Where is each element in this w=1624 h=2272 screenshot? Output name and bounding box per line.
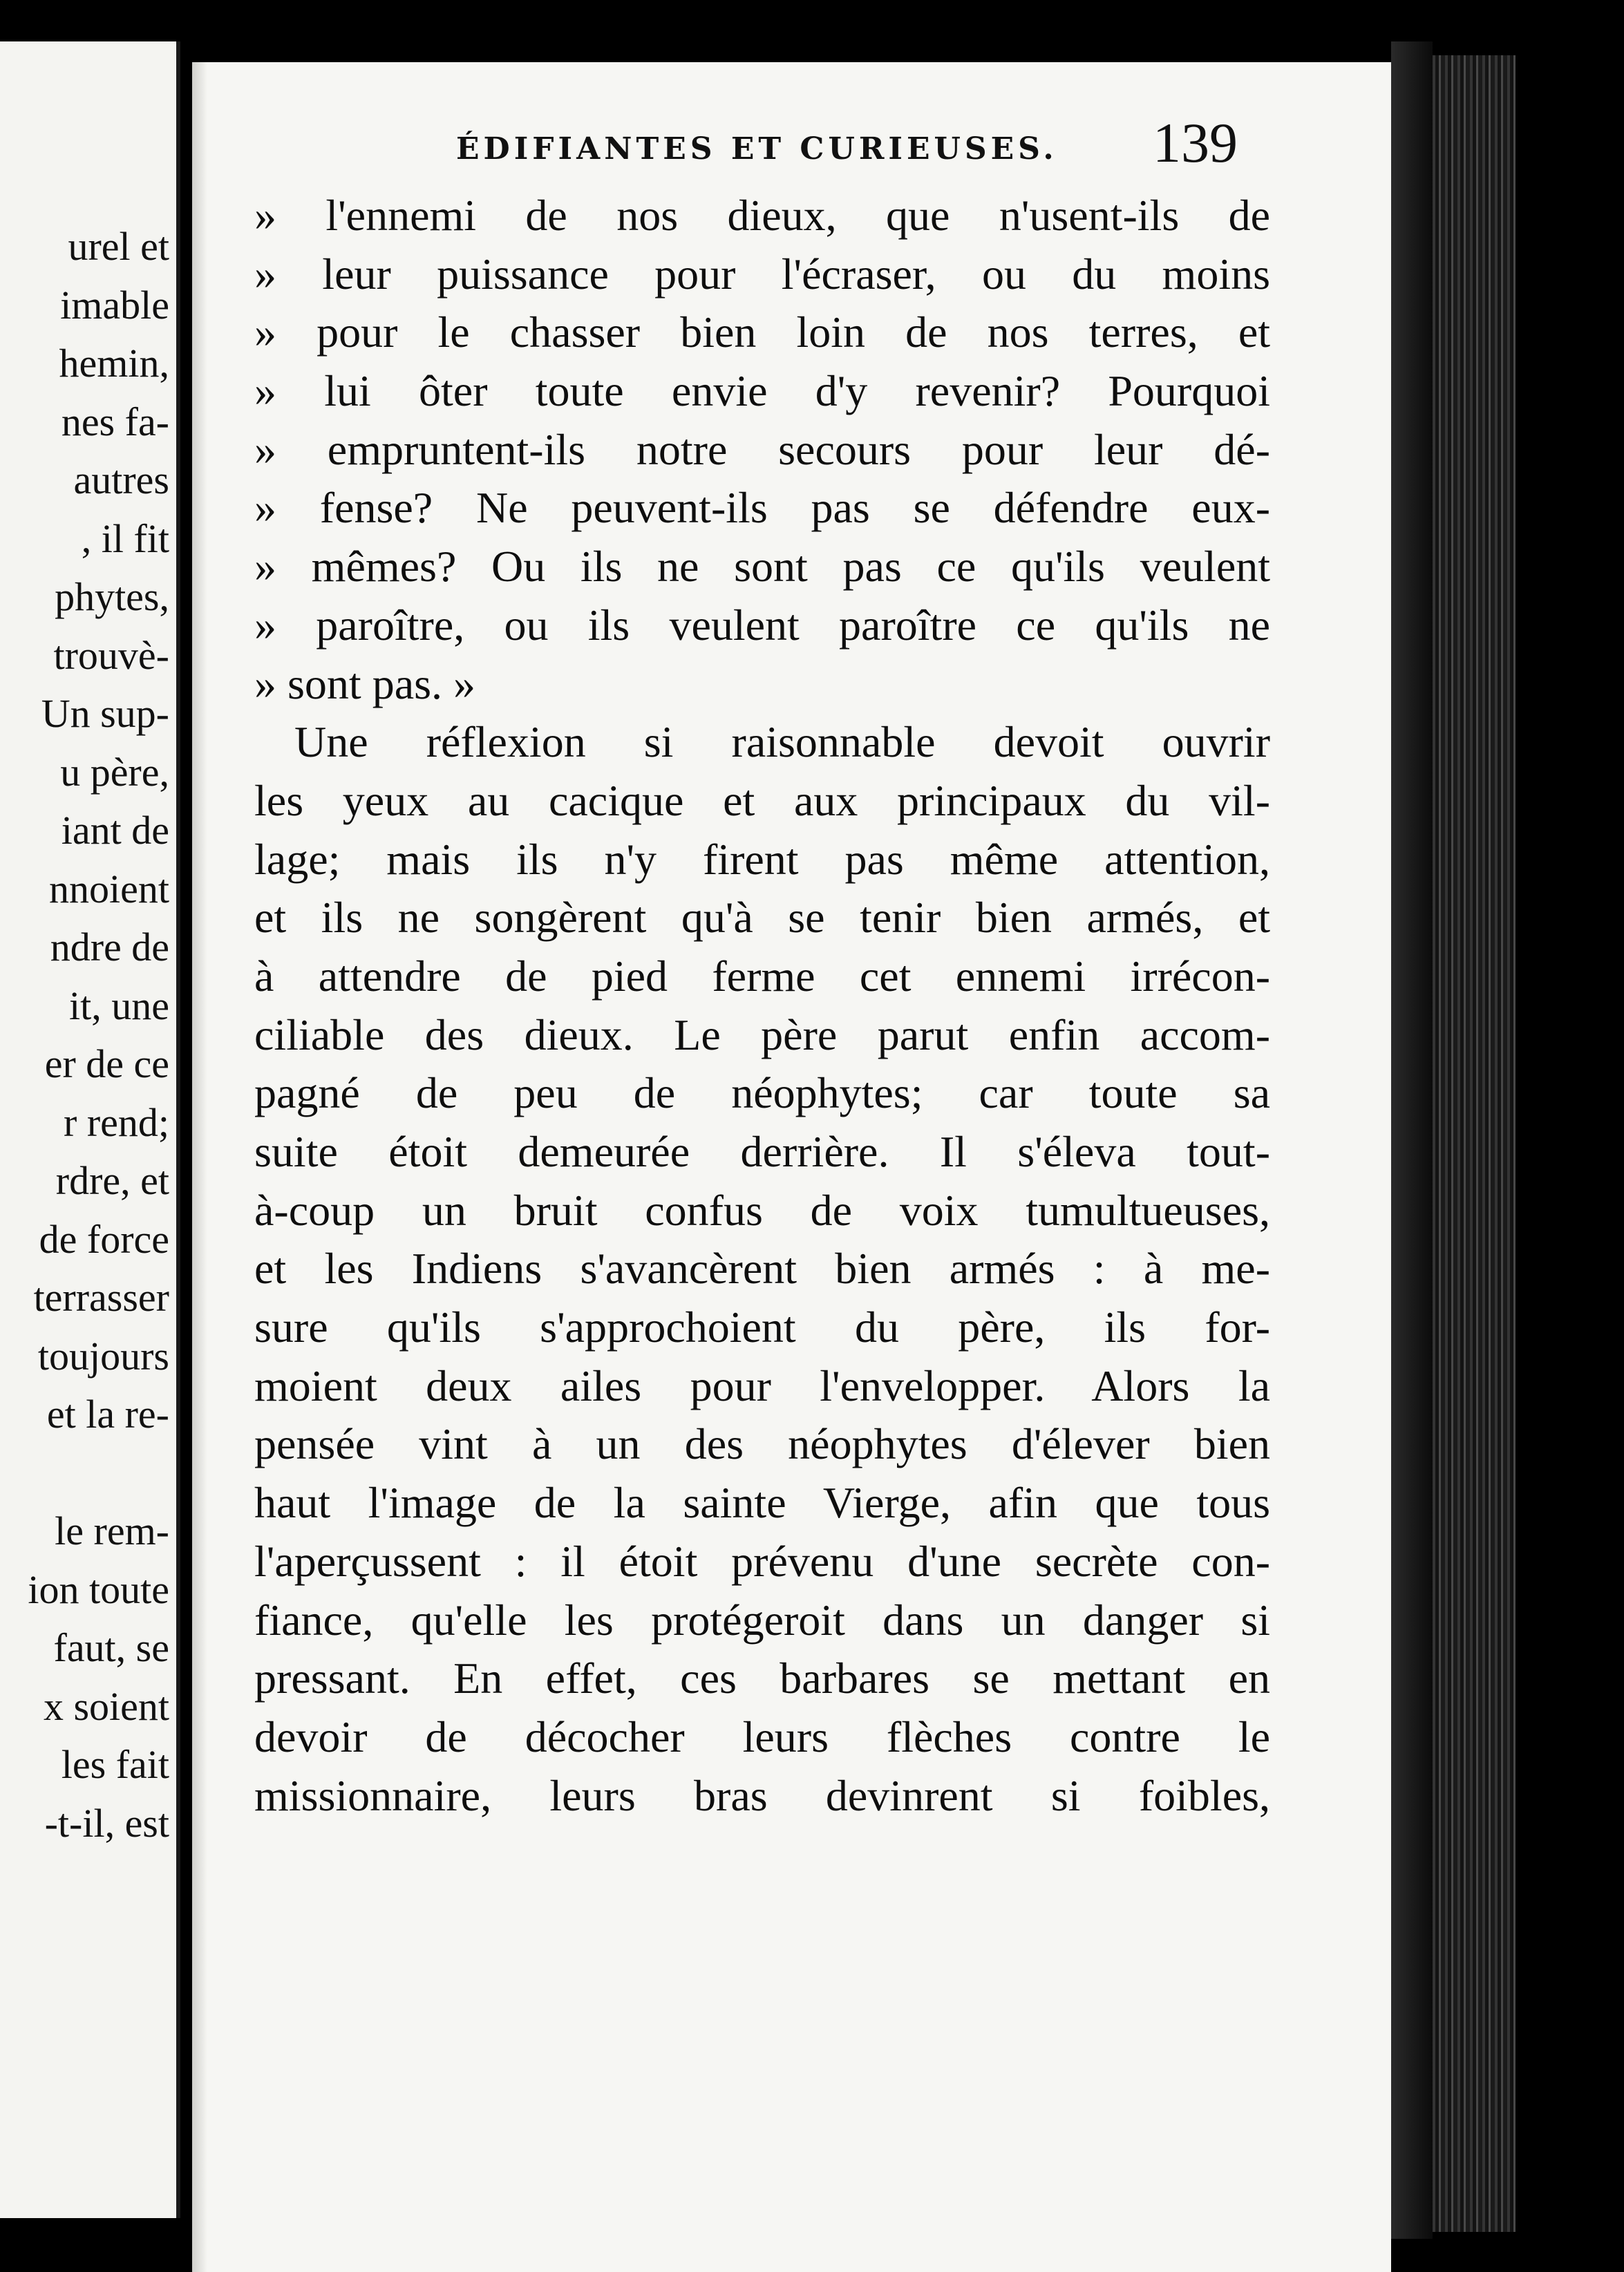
left-line: u père, [60,749,169,795]
left-line: autres [73,457,169,502]
book-binding [1391,41,1433,2239]
text-line: à attendre de pied ferme cet ennemi irrécon- [254,951,1270,1001]
text-line: moient deux ailes pour l'envelopper. Alors la [254,1361,1270,1410]
left-line: les fait [61,1742,169,1787]
left-line: -t-il, est [44,1800,169,1846]
text-line: à-coup un bruit confus de voix tumultueuses, [254,1185,1270,1235]
text-line: » paroître, ou ils veulent paroître ce qu'ils ne [254,600,1270,650]
text-line: lage; mais ils n'y firent pas même attention, [254,834,1270,884]
text-line: les yeux au cacique et aux principaux du vil- [254,775,1270,825]
text-line: et ils ne songèrent qu'à se tenir bien armés, et [254,893,1270,943]
previous-page-text [0,218,169,1853]
left-line: imable [60,282,169,328]
left-line: terrasser [33,1275,169,1320]
text-line: » fense? Ne peuvent-ils pas se défendre eux- [254,483,1270,533]
text-line: fiance, qu'elle les protégeroit dans un danger si [254,1595,1270,1645]
left-line: ion toute [28,1566,169,1612]
page-edges [1433,55,1516,2232]
left-line: hemin, [59,341,169,386]
text-line: haut l'image de la sainte Vierge, afin que tous [254,1478,1270,1528]
left-line: urel et [68,224,169,269]
left-line: le rem- [55,1508,169,1553]
left-line: x soient [43,1683,169,1729]
left-line: Un sup- [41,691,169,736]
left-line: er de ce [44,1041,169,1086]
text-line: pressant. En effet, ces barbares se mettant en [254,1654,1270,1703]
text-line: sure qu'ils s'approchoient du père, ils for- [254,1303,1270,1352]
left-line: r rend; [64,1099,169,1145]
text-line: » lui ôter toute envie d'y revenir? Pourquoi [254,366,1270,416]
left-line: phytes, [55,574,169,619]
text-line: missionnaire, leurs bras devinrent si foibles, [254,1770,1270,1820]
text-line: » leur puissance pour l'écraser, ou du moins [254,249,1270,299]
text-line: l'aperçussent : il étoit prévenu d'une secrète con- [254,1536,1270,1586]
text-line: » l'ennemi de nos dieux, que n'usent-ils de [254,191,1270,240]
left-line: trouvè- [53,632,169,678]
left-line: it, une [69,983,169,1028]
text-line: » sont pas. » [254,659,475,708]
paragraph-first-line: Une réflexion si raisonnable devoit ouvrir [294,717,1270,767]
left-line: nnoient [49,866,169,911]
text-line: » pour le chasser bien loin de nos terres, et [254,307,1270,357]
page-gutter-shadow [192,62,207,2272]
previous-page-fragment [0,41,180,2218]
text-line: et les Indiens s'avancèrent bien armés : à me- [254,1244,1270,1294]
body-text [254,187,1270,1825]
text-line: pensée vint à un des néophytes d'élever bien [254,1419,1270,1469]
left-line [0,1444,169,1503]
text-line: devoir de décocher leurs flèches contre le [254,1712,1270,1761]
left-line: faut, se [53,1625,169,1670]
left-line: toujours [37,1333,169,1379]
text-line: pagné de peu de néophytes; car toute sa [254,1068,1270,1118]
left-line: , il fit [81,515,169,561]
page-number: 139 [1153,111,1238,174]
left-line: de force [39,1216,169,1262]
main-page [192,62,1391,2272]
text-line: suite étoit demeurée derrière. Il s'éleva tout- [254,1127,1270,1176]
text-line: » mêmes? Ou ils ne sont pas ce qu'ils veulent [254,542,1270,591]
left-line: nes fa- [61,399,169,444]
text-line: » empruntent-ils notre secours pour leur dé- [254,424,1270,474]
left-line: rdre, et [55,1158,169,1203]
running-head: ÉDIFIANTES ET CURIEUSES. [456,131,1058,167]
left-line: et la re- [46,1392,169,1437]
left-line: ndre de [50,925,169,969]
text-line: ciliable des dieux. Le père parut enfin accom- [254,1010,1270,1059]
left-line: iant de [61,808,169,853]
